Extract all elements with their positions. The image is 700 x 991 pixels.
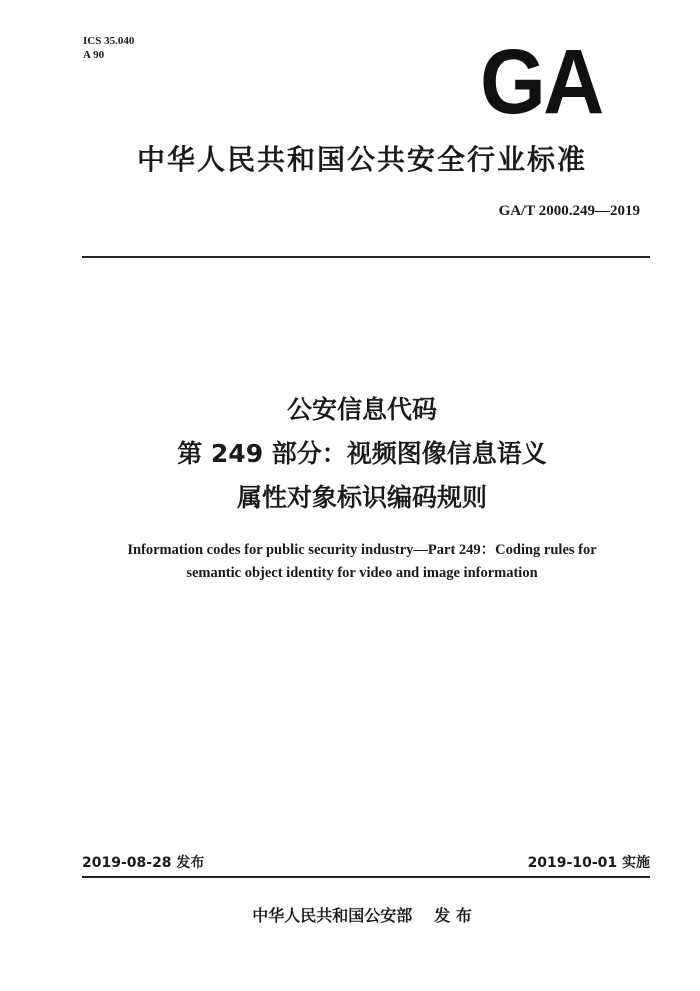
issue-date: 2019-08-28 发布 <box>82 855 205 871</box>
title-en-line: semantic object identity for video and image information <box>186 565 538 581</box>
bottom-divider <box>82 876 650 878</box>
document-title-zh <box>82 388 642 520</box>
standard-number: GA/T 2000.249—2019 <box>498 203 640 219</box>
title-en-line: Information codes for public security industry—Part 249：Coding rules for <box>127 542 597 558</box>
ccs-code: A 90 <box>83 49 105 61</box>
title-zh-line: 属性对象标识编码规则 <box>236 483 487 512</box>
publisher <box>82 903 642 926</box>
document-title-en <box>82 539 642 585</box>
publisher-name: 中华人民共和国公安部 <box>252 906 413 925</box>
top-divider <box>82 256 650 258</box>
ga-logo: GA <box>480 31 602 133</box>
publisher-action: 发 布 <box>434 906 472 925</box>
standard-title: 中华人民共和国公共安全行业标准 <box>136 143 587 176</box>
title-zh-line: 公安信息代码 <box>286 395 437 424</box>
implementation-date: 2019-10-01 实施 <box>527 855 650 871</box>
classification-codes <box>83 34 134 62</box>
title-zh-line: 第 249 部分：视频图像信息语义 <box>177 439 547 468</box>
ics-code: ICS 35.040 <box>83 35 135 47</box>
